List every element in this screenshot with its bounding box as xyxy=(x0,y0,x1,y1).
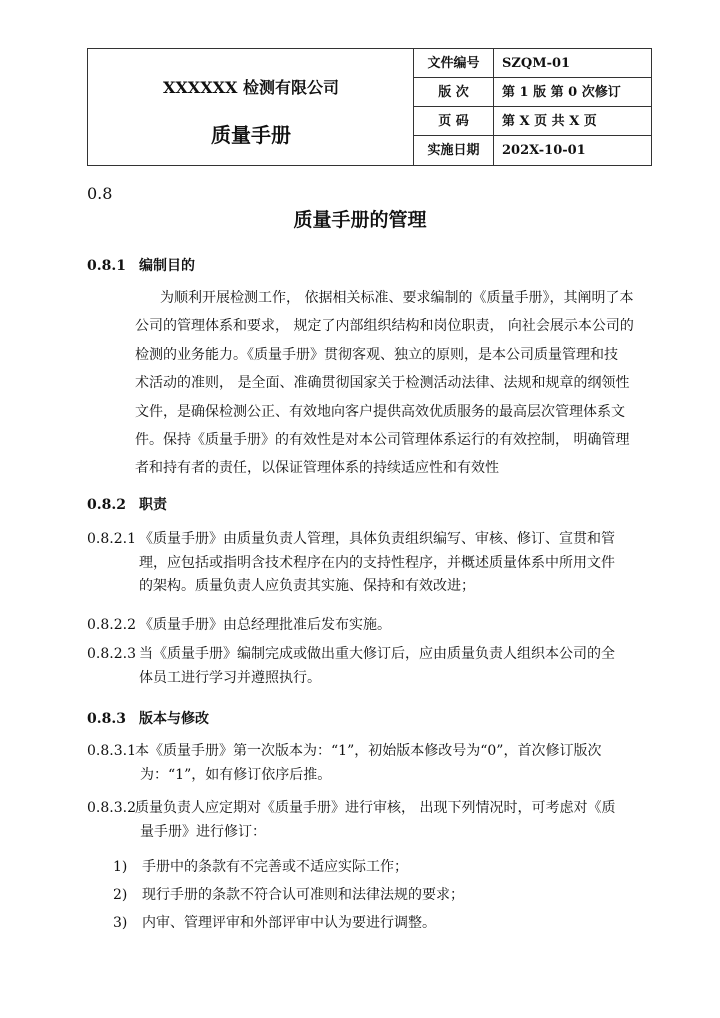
header-key: 版 次 xyxy=(414,78,494,107)
clause-number: 0.8.3.1 xyxy=(87,743,136,759)
paragraph-line: 者和持有者的责任，以保证管理体系的持续适应性和有效性 xyxy=(135,460,499,477)
clause-line: 本《质量手册》第一次版本为：“1”，初始版本修改号为“0”，首次修订版次 xyxy=(135,743,602,759)
clause-line: 的架构。质量负责人应负责其实施、保持和有效改进； xyxy=(139,578,475,595)
section-number: 0.8 xyxy=(87,184,113,203)
paragraph-line: 检测的业务能力。《质量手册》贯彻客观、独立的原则，是本公司质量管理和技 xyxy=(135,346,618,363)
clause-line: 质量负责人应定期对《质量手册》进行审核， 出现下列情况时，可考虑对《质 xyxy=(135,800,616,816)
clause-line: 《质量手册》由总经理批准后发布实施。 xyxy=(139,617,391,633)
paragraph-line: 件。保持《质量手册》的有效性是对本公司管理体系运行的有效控制， 明确管理 xyxy=(135,432,630,449)
heading-number: 0.8.1 xyxy=(87,258,126,274)
heading-text: 编制目的 xyxy=(139,258,195,274)
list-text: 手册中的条款有不完善或不适应实际工作； xyxy=(142,859,408,875)
heading-0-8-2 xyxy=(87,494,167,514)
heading-text: 版本与修改 xyxy=(139,711,209,727)
company-name: XXXXXX 检测有限公司 xyxy=(162,78,340,97)
header-row-date xyxy=(414,136,651,165)
header-key: 实施日期 xyxy=(414,136,494,165)
heading-number: 0.8.3 xyxy=(87,711,126,727)
header-table xyxy=(87,48,652,166)
list-item xyxy=(113,912,436,932)
list-number: 2) xyxy=(113,887,128,903)
clause-number: 0.8.2.3 xyxy=(87,646,136,662)
section-title: 质量手册的管理 xyxy=(293,209,427,231)
header-row-page xyxy=(414,107,651,136)
header-value: SZQM-01 xyxy=(502,56,571,71)
header-value: 202X-10-01 xyxy=(502,143,586,158)
header-value: 第 1 版 第 0 次修订 xyxy=(502,85,621,100)
header-key: 文件编号 xyxy=(414,49,494,78)
heading-0-8-3 xyxy=(87,708,209,728)
list-item xyxy=(113,856,408,876)
list-item xyxy=(113,884,464,904)
header-row-edition xyxy=(414,78,651,107)
clause-number: 0.8.2.2 xyxy=(87,617,136,633)
header-value: 第 X 页 共 X 页 xyxy=(502,114,597,129)
paragraph-line: 文件，是确保检测公正、有效地向客户提供高效优质服务的最高层次管理体系文 xyxy=(135,403,625,420)
list-number: 1) xyxy=(113,859,128,875)
clause-line: 体员工进行学习并遵照执行。 xyxy=(139,669,321,686)
clause-line: 为：“1”，如有修订依序后推。 xyxy=(140,766,332,783)
list-text: 现行手册的条款不符合认可准则和法律法规的要求； xyxy=(142,887,464,903)
paragraph-line: 公司的管理体系和要求， 规定了内部组织结构和岗位职责， 向社会展示本公司的 xyxy=(135,318,634,335)
header-key: 页 码 xyxy=(414,107,494,136)
purpose-paragraph xyxy=(135,284,640,483)
heading-text: 职责 xyxy=(139,497,167,513)
paragraph-line: 为顺利开展检测工作， 依据相关标准、要求编制的《质量手册》，其阐明了本 xyxy=(160,290,634,306)
heading-number: 0.8.2 xyxy=(87,497,126,513)
document-title: 质量手册 xyxy=(211,123,291,147)
clause-line: 量手册》进行修订： xyxy=(140,823,266,840)
list-number: 3) xyxy=(113,915,128,931)
list-text: 内审、管理评审和外部评审中认为要进行调整。 xyxy=(142,915,436,931)
header-left-cell xyxy=(88,49,414,165)
clause-line: 《质量手册》由质量负责人管理，具体负责组织编写、审核、修订、宣贯和管 xyxy=(139,531,615,547)
clause-line: 当《质量手册》编制完成或做出重大修订后，应由质量负责人组织本公司的全 xyxy=(139,646,615,662)
clause-number: 0.8.3.2 xyxy=(87,800,136,816)
clause-line: 理，应包括或指明含技术程序在内的支持性程序，并概述质量体系中所用文件 xyxy=(139,554,615,571)
paragraph-line: 术活动的准则， 是全面、准确贯彻国家关于检测活动法律、法规和规章的纲领性 xyxy=(135,375,630,392)
header-row-doc-number xyxy=(414,49,651,78)
clause-number: 0.8.2.1 xyxy=(87,531,136,547)
heading-0-8-1 xyxy=(87,255,195,275)
